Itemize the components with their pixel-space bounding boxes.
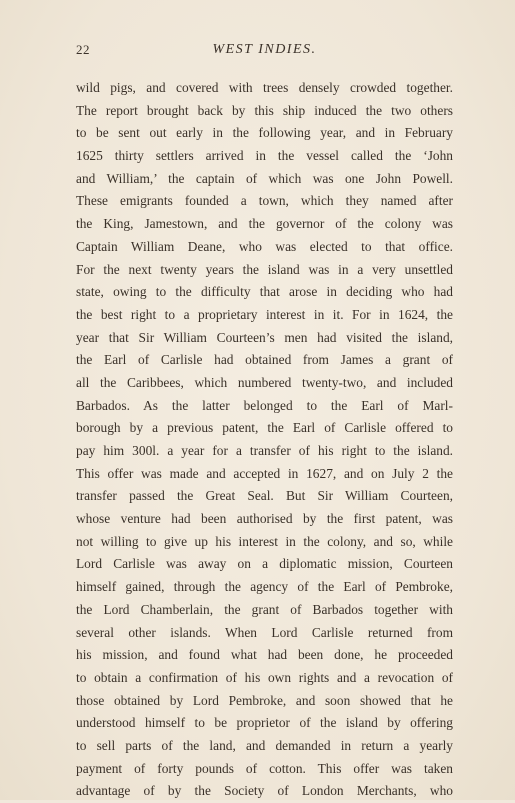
text-line: year that Sir William Courteen’s men had visited the island, xyxy=(76,329,453,345)
text-line: understood himself to be proprietor of the island by offering xyxy=(76,715,453,731)
text-line: borough by a previous patent, the Earl of Carlisle offered to xyxy=(76,420,453,436)
text-line: payment of forty pounds of cotton. This offer was taken xyxy=(76,760,453,776)
text-line: transfer passed the Great Seal. But Sir William Courteen, xyxy=(76,488,453,504)
text-line: state, owing to the difficulty that arose in deciding who had xyxy=(76,284,453,300)
text-line: the Earl of Carlisle had obtained from James a grant of xyxy=(76,352,453,368)
text-line: several other islands. When Lord Carlisle returned from xyxy=(76,624,453,640)
running-title: WEST INDIES. xyxy=(212,42,317,57)
text-line: Barbados. As the latter belonged to the Earl of Marl- xyxy=(76,397,453,413)
text-line: the Lord Chamberlain, the grant of Barbados together with xyxy=(76,601,453,617)
text-line: Lord Carlisle was away on a diplomatic mission, Courteen xyxy=(76,556,453,572)
text-line: to obtain a confirmation of his own rights and a revocation of xyxy=(76,669,453,685)
text-line: Captain William Deane, who was elected to that office. xyxy=(76,238,453,254)
text-line: the best right to a proprietary interest in it. For in 1624, the xyxy=(76,306,453,322)
text-line: 1625 thirty settlers arrived in the vessel called the ‘John xyxy=(76,148,453,164)
text-line: himself gained, through the agency of the Earl of Pembroke, xyxy=(76,579,453,595)
text-line: those obtained by Lord Pembroke, and soon showed that he xyxy=(76,692,453,708)
body-text xyxy=(76,77,453,803)
text-line: For the next twenty years the island was in a very unsettled xyxy=(76,261,453,277)
text-line: his mission, and found what had been done, he proceeded xyxy=(76,647,453,663)
text-line: not willing to give up his interest in the colony, and so, while xyxy=(76,533,453,549)
text-line: wild pigs, and covered with trees densely crowded together. xyxy=(76,80,453,95)
text-line: whose venture had been authorised by the first patent, was xyxy=(76,511,453,527)
text-line: to be sent out early in the following year, and in February xyxy=(76,125,453,141)
text-line: all the Caribbees, which numbered twenty-two, and included xyxy=(76,374,453,390)
text-line: the King, Jamestown, and the governor of the colony was xyxy=(76,216,453,232)
page-number: 22 xyxy=(76,42,90,57)
page-header xyxy=(76,42,453,60)
text-line: These emigrants founded a town, which they named after xyxy=(76,193,453,209)
text-line: This offer was made and accepted in 1627, and on July 2 the xyxy=(76,465,453,481)
text-line: The report brought back by this ship induced the two others xyxy=(76,102,453,118)
text-line: pay him 300l. a year for a transfer of his right to the island. xyxy=(76,443,453,458)
text-line: and William,’ the captain of which was one John Powell. xyxy=(76,170,453,186)
text-line: to sell parts of the land, and demanded in return a yearly xyxy=(76,737,453,753)
text-line: advantage of by the Society of London Merchants, who xyxy=(76,783,453,799)
